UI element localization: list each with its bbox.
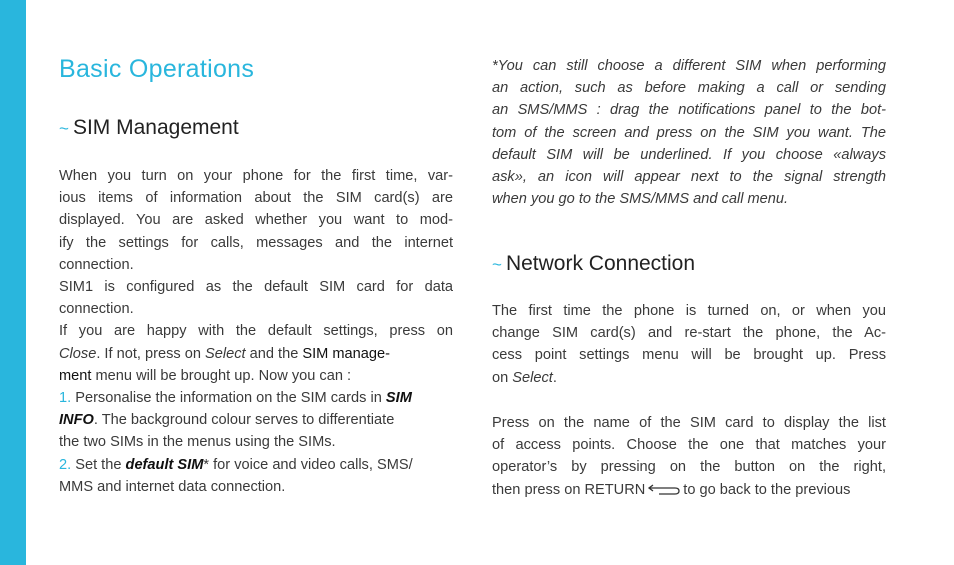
footnote-line: an action, such as before making a call or sending <box>492 80 886 97</box>
body-text: Set the <box>71 456 126 473</box>
body-line: connection. <box>59 256 134 273</box>
page-title: Basic Operations <box>59 55 255 83</box>
footnote-line: default SIM will be underlined. If you choose «always <box>492 146 886 163</box>
body-text: * for voice and video calls, SMS/ <box>203 456 413 473</box>
body-line: displayed. You are asked whether you want to mod- <box>59 212 453 229</box>
list-item-continued: the two SIMs in the menus using the SIMs. <box>59 434 336 451</box>
body-line: change SIM card(s) and re-start the phone, the Ac- <box>492 325 886 342</box>
network-connection-heading-text: Network Connection <box>505 252 696 275</box>
default-sim-ref: default SIM <box>125 456 204 473</box>
sim-management-body <box>59 165 453 498</box>
list-item-continued <box>59 409 453 431</box>
body-line: If you are happy with the default settings, press on <box>59 323 453 340</box>
body-text: on <box>492 369 513 386</box>
footnote-line: tom of the screen and press on the SIM you want. The <box>492 124 886 141</box>
footnote-line: *You can still choose a different SIM when performing <box>492 58 886 74</box>
network-connection-body-2 <box>492 412 886 501</box>
footnote <box>492 55 886 210</box>
body-text: then press on RETURN <box>492 481 646 498</box>
sim-management-menu-ref-end: ment <box>59 367 92 384</box>
body-line <box>492 479 886 501</box>
body-text: and the <box>245 345 303 362</box>
sim-management-menu-ref: SIM manage- <box>302 345 390 362</box>
body-line: The first time the phone is turned on, or when you <box>492 303 886 319</box>
list-item <box>59 387 453 409</box>
body-text: . <box>552 369 557 386</box>
body-line: SIM1 is configured as the default SIM card for data <box>59 278 453 295</box>
body-line: connection. <box>59 301 134 318</box>
body-text: to go back to the previous <box>683 481 851 498</box>
sim-management-heading <box>59 116 239 140</box>
body-line: ify the settings for calls, messages and the internet <box>59 234 453 251</box>
body-line: Press on the name of the SIM card to display the list <box>492 415 886 431</box>
network-connection-body-1 <box>492 300 886 389</box>
side-accent-bar <box>0 0 26 565</box>
close-option: Close <box>59 345 97 362</box>
return-arrow-icon <box>647 483 681 495</box>
list-item-continued: MMS and internet data connection. <box>59 478 286 495</box>
select-option: Select <box>512 369 553 386</box>
body-text: Personalise the information on the SIM cards in <box>71 389 386 406</box>
sim-management-heading-text: SIM Management <box>72 116 239 139</box>
body-line: ious items of information about the SIM card(s) are <box>59 190 453 207</box>
list-number: 2. <box>59 456 72 473</box>
sim-info-ref: SIM <box>385 389 412 406</box>
network-connection-heading <box>492 252 695 276</box>
body-line: of access points. Choose the one that matches your <box>492 437 886 454</box>
body-line: operator’s by pressing on the button on the right, <box>492 459 886 476</box>
heading-tilde: ~ <box>492 255 502 274</box>
footnote-line: ask», an icon will appear next to the signal strength <box>492 168 886 185</box>
list-item <box>59 454 453 476</box>
body-line: cess point settings menu will be brought up. Press <box>492 347 886 364</box>
body-text: . The background colour serves to differentiate <box>93 412 395 429</box>
select-option: Select <box>205 345 246 362</box>
sim-info-ref-end: INFO <box>59 412 94 429</box>
heading-tilde: ~ <box>59 119 69 138</box>
footnote-line: an SMS/MMS : drag the notifications panel to the bot- <box>492 102 886 119</box>
list-number: 1. <box>59 389 72 406</box>
footnote-line: when you go to the SMS/MMS and call menu. <box>492 191 789 208</box>
body-line <box>59 343 453 365</box>
body-text: . If not, press on <box>96 345 206 362</box>
body-line <box>492 367 886 389</box>
body-text: menu will be brought up. Now you can : <box>91 367 352 384</box>
body-line <box>59 365 453 387</box>
body-line: When you turn on your phone for the first time, var- <box>59 168 453 184</box>
